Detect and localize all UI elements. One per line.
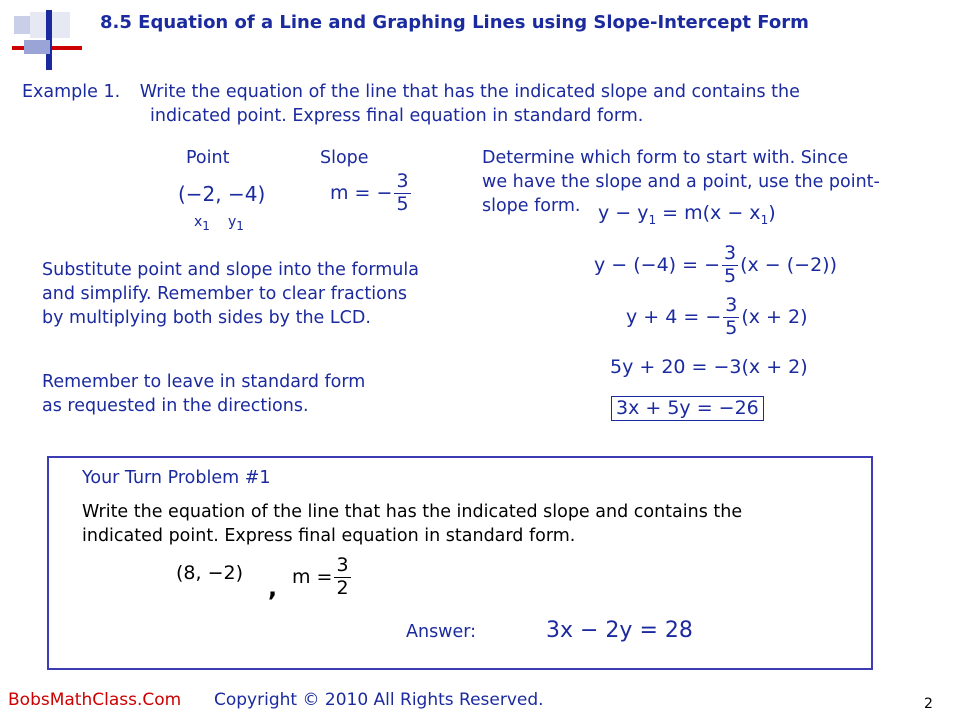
your-turn-answer: 3x − 2y = 28 [546,618,693,643]
example-instruction-line1: Write the equation of the line that has the indicated slope and contains the [139,82,800,102]
footer-site: BobsMathClass.Com [8,690,182,710]
cross-logo-icon [10,10,90,70]
point-value: (−2, −4) [178,182,266,206]
example-label: Example 1. [22,82,121,102]
substitute-line2: and simplify. Remember to clear fractions [42,284,408,304]
your-turn-instruction-line1: Write the equation of the line that has the indicated slope and contains the [82,502,743,522]
y1-label: $y_1$ [228,214,244,233]
remember-line1: Remember to leave in standard form [42,372,366,392]
final-answer-box: 3x + 5y = −26 [611,396,764,421]
determine-line1: Determine which form to start with. Since [482,148,849,168]
footer-copyright: Copyright © 2010 All Rights Reserved. [214,690,544,710]
step1-equation: y − (−4) = − $\frac{3}{5}$ (x − (−2)) [594,242,837,287]
substitute-line1: Substitute point and slope into the formula [42,260,419,280]
your-turn-instruction-line2: indicated point. Express final equation in standard form. [82,526,576,546]
example-instruction-line2: indicated point. Express final equation in standard form. [150,106,644,126]
slope-value: m = − $\frac{3}{5}$ [330,170,409,215]
answer-label: Answer: [406,622,477,642]
page-title: 8.5 Equation of a Line and Graphing Lines using Slope-Intercept Form [100,12,809,33]
page-number: 2 [924,696,933,712]
step2-equation: y + 4 = − $\frac{3}{5}$ (x + 2) [626,294,808,339]
determine-line2: we have the slope and a point, use the point- [482,172,880,192]
slope-heading: Slope [320,148,369,168]
point-slope-formula: $y - y_1 = m(x - x_1)$ [598,202,776,227]
remember-line2: as requested in the directions. [42,396,309,416]
point-heading: Point [186,148,230,168]
your-turn-title: Your Turn Problem #1 [82,468,271,488]
your-turn-point: (8, −2) [176,562,244,584]
substitute-line3: by multiplying both sides by the LCD. [42,308,371,328]
determine-line3: slope form. [482,196,581,216]
your-turn-slope: m = $\frac{3}{2}$ [292,554,349,599]
step3-equation: 5y + 20 = −3(x + 2) [610,356,808,378]
header-logo [10,10,90,70]
x1-label: $x_1$ [194,214,210,233]
your-turn-comma: , [268,574,278,602]
